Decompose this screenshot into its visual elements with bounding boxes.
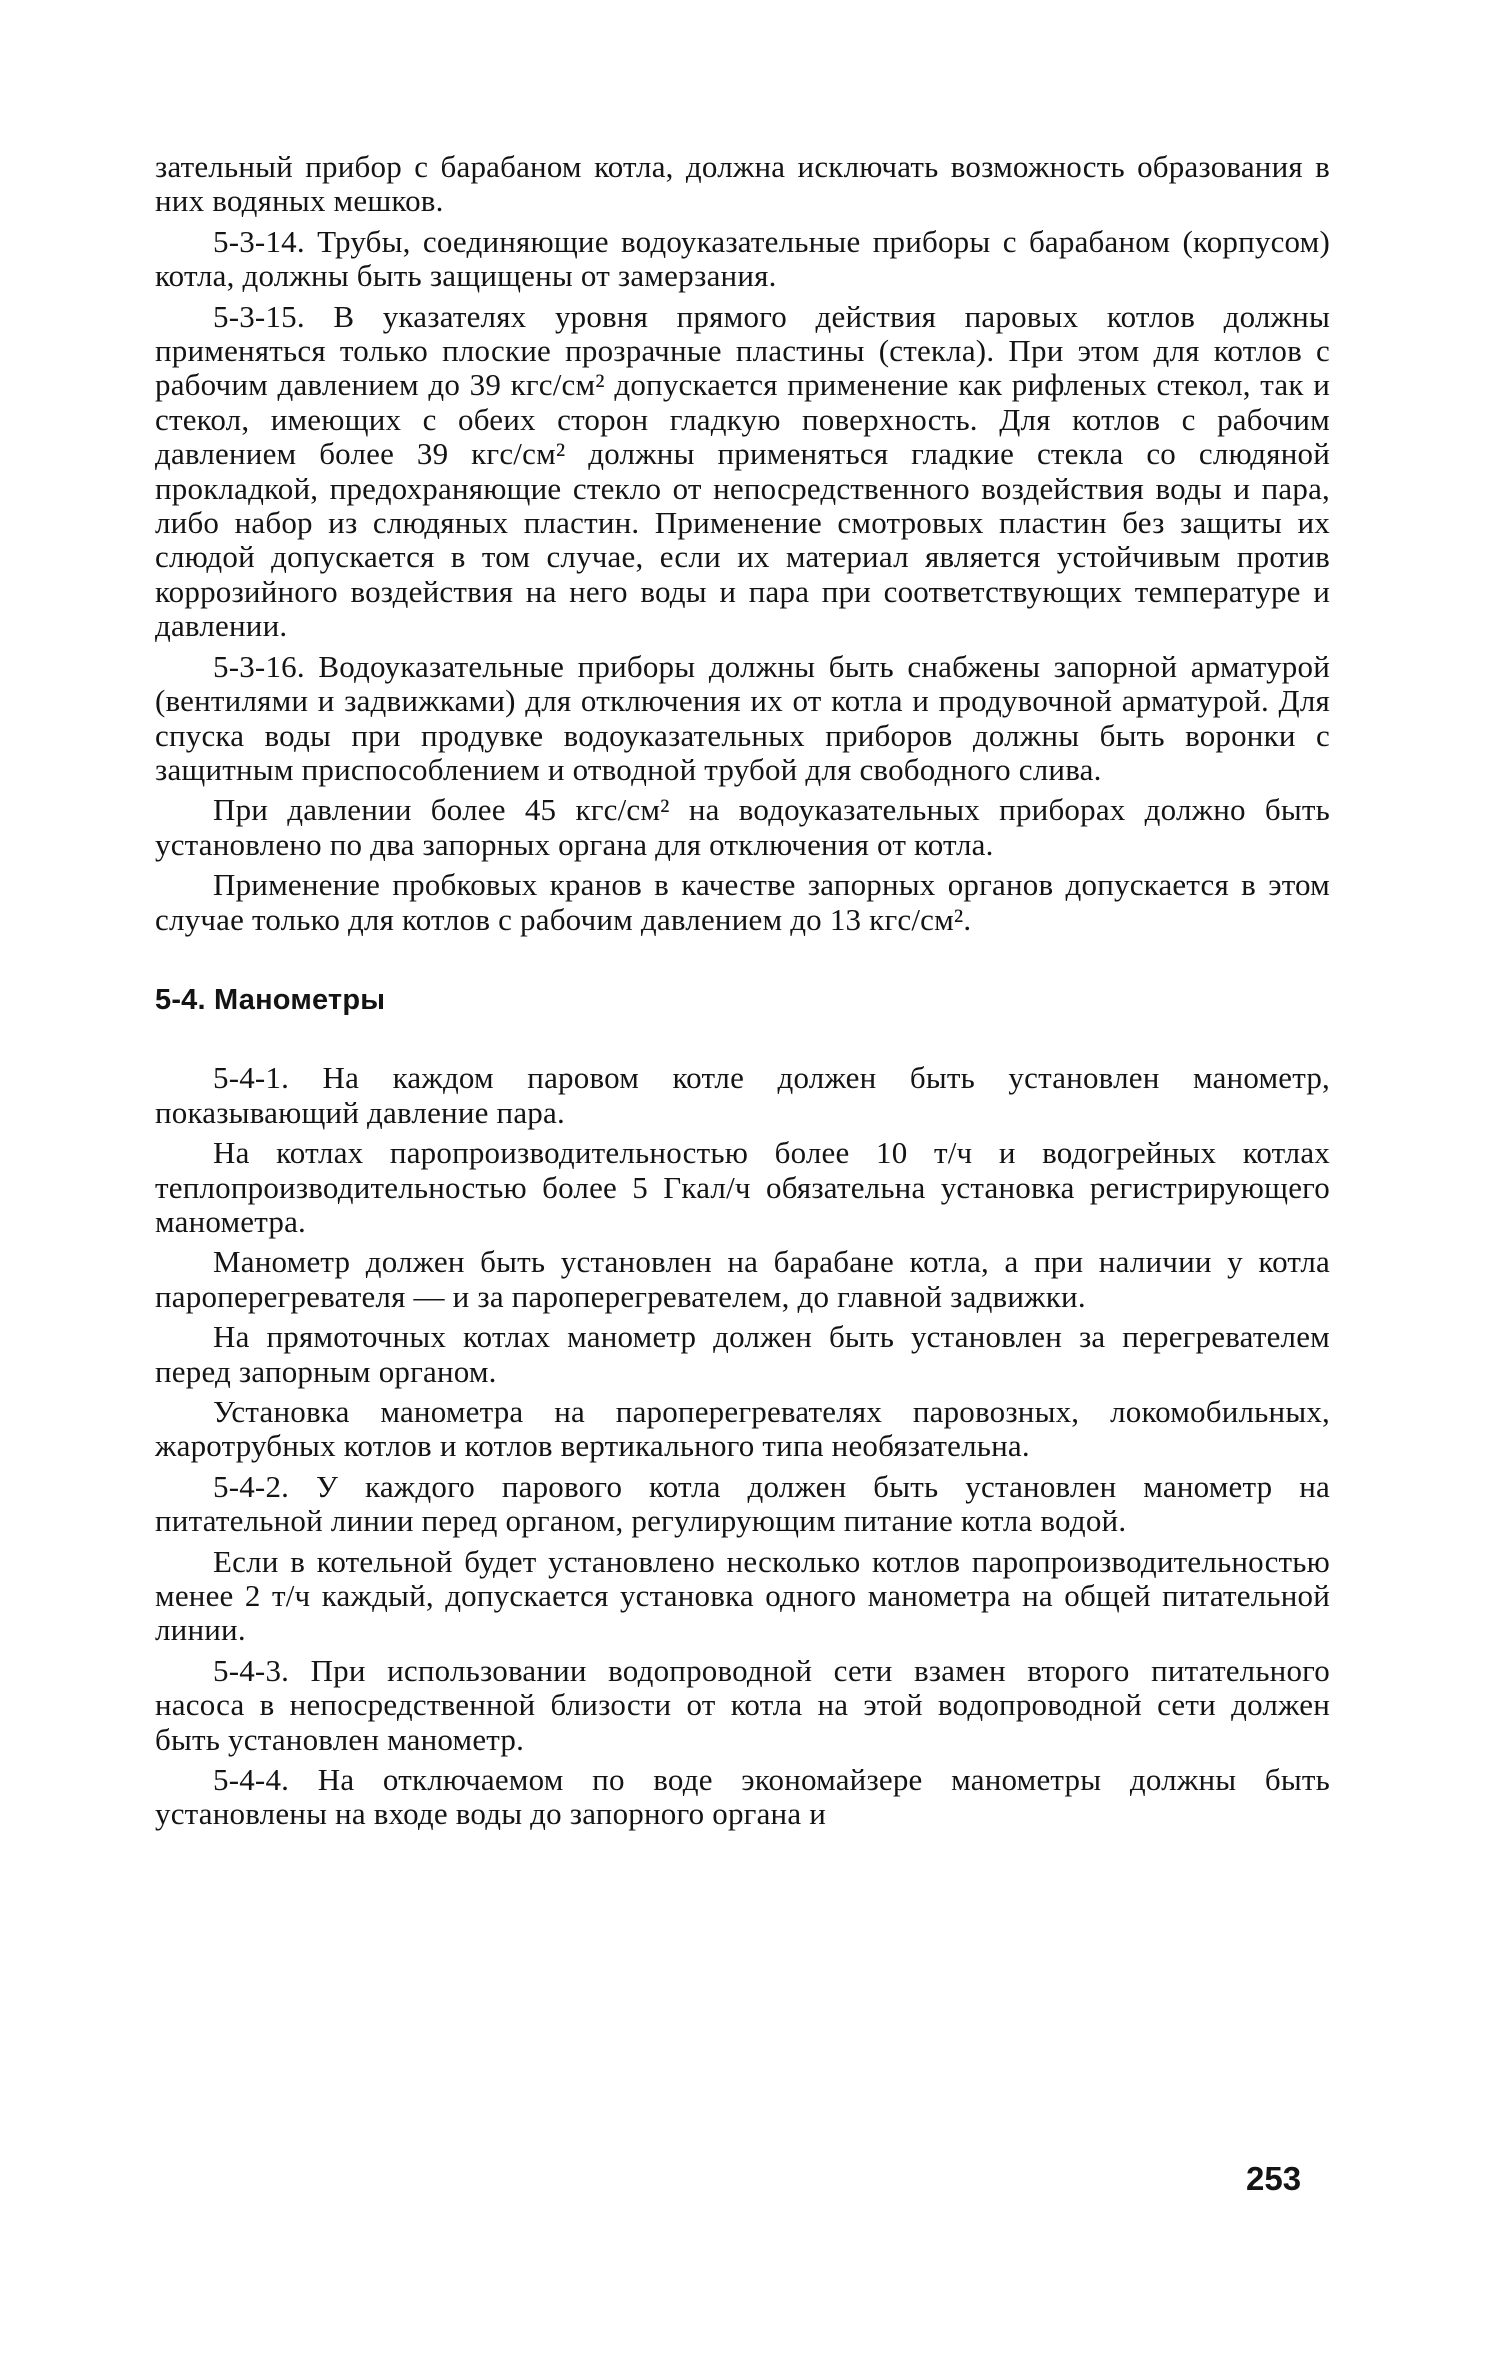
paragraph-continuation: зательный прибор с барабаном котла, должна исключать возможность образования в них водяных мешков. bbox=[155, 149, 1330, 219]
page-number: 253 bbox=[1246, 2160, 1302, 2197]
paragraph-5-4-3: 5-4-3. При использовании водопроводной сети взамен второго питательного насоса в непосредственной близости от котла на этой водопроводной сети должен быть установлен манометр. bbox=[155, 1652, 1330, 1757]
paragraph-5-3-14: 5-3-14. Трубы, соединяющие водоуказательные приборы с барабаном (корпусом) котла, должны быть защищены от замерзания. bbox=[155, 223, 1330, 294]
paragraph-plug-valves: Применение пробковых кранов в качестве запорных органов допускается в этом случае только для котлов с рабочим давлением до 13 кгс/см². bbox=[155, 867, 1330, 937]
paragraph-5-4-2: 5-4-2. У каждого парового котла должен быть установлен манометр на питательной линии перед органом, регулирующим питание котла водой. bbox=[155, 1468, 1330, 1539]
page-body bbox=[155, 150, 1330, 1838]
paragraph-5-4-4: 5-4-4. На отключаемом по воде экономайзере манометры должны быть установлены на входе воды до запорного органа и bbox=[155, 1762, 1330, 1832]
paragraph-pressure-45: При давлении более 45 кгс/см² на водоуказательных приборах должно быть установлено по два запорных органа для отключения от котла. bbox=[155, 792, 1330, 862]
paragraph-5-4-1: 5-4-1. На каждом паровом котле должен быть установлен манометр, показывающий давление пара. bbox=[155, 1060, 1330, 1130]
paragraph-optional-installation: Установка манометра на пароперегревателях паровозных, локомобильных, жаротрубных котлов и котлов вертикального типа необязательна. bbox=[155, 1394, 1330, 1464]
paragraph-5-3-16: 5-3-16. Водоуказательные приборы должны быть снабжены запорной арматурой (вентилями и задвижками) для отключения их от котла и продувочной арматурой. Для спуска воды при продувке водоуказательных приборов должны быть воронки с защитным приспособлением и отводной трубой для свободного слива. bbox=[155, 648, 1330, 787]
paragraph-several-boilers: Если в котельной будет установлено несколько котлов паропроизводительностью менее 2 т/ч каждый, допускается установка одного манометра на общей питательной линии. bbox=[155, 1543, 1330, 1648]
section-heading-manometers: 5-4. Манометры bbox=[155, 983, 386, 1016]
paragraph-once-through: На прямоточных котлах манометр должен быть установлен за перегревателем перед запорным органом. bbox=[155, 1319, 1330, 1389]
paragraph-drum-manometer: Манометр должен быть установлен на барабане котла, а при наличии у котла пароперегревателя — и за пароперегревателем, до главной задвижки. bbox=[155, 1244, 1330, 1314]
paragraph-5-3-15: 5-3-15. В указателях уровня прямого действия паровых котлов должны применяться только плоские прозрачные пластины (стекла). При этом для котлов с рабочим давлением до 39 кгс/см² допускается применение как рифленых стекол, так и стекол, имеющих с обеих сторон гладкую поверхность. Для котлов с рабочим давлением более 39 кгс/см² должны применяться гладкие стекла со слюдяной прокладкой, предохраняющие стекло от непосредственного воздействия воды и пара, либо набор из слюдяных пластин. Применение смотровых пластин без защиты их слюдой допускается в том случае, если их материал является устойчивым против коррозийного воздействия на него воды и пара при соответствующих температуре и давлении. bbox=[155, 298, 1330, 644]
paragraph-recording-manometer: На котлах паропроизводительностью более 10 т/ч и водогрейных котлах теплопроизводительностью более 5 Гкал/ч обязательна установка регистрирующего манометра. bbox=[155, 1135, 1330, 1239]
